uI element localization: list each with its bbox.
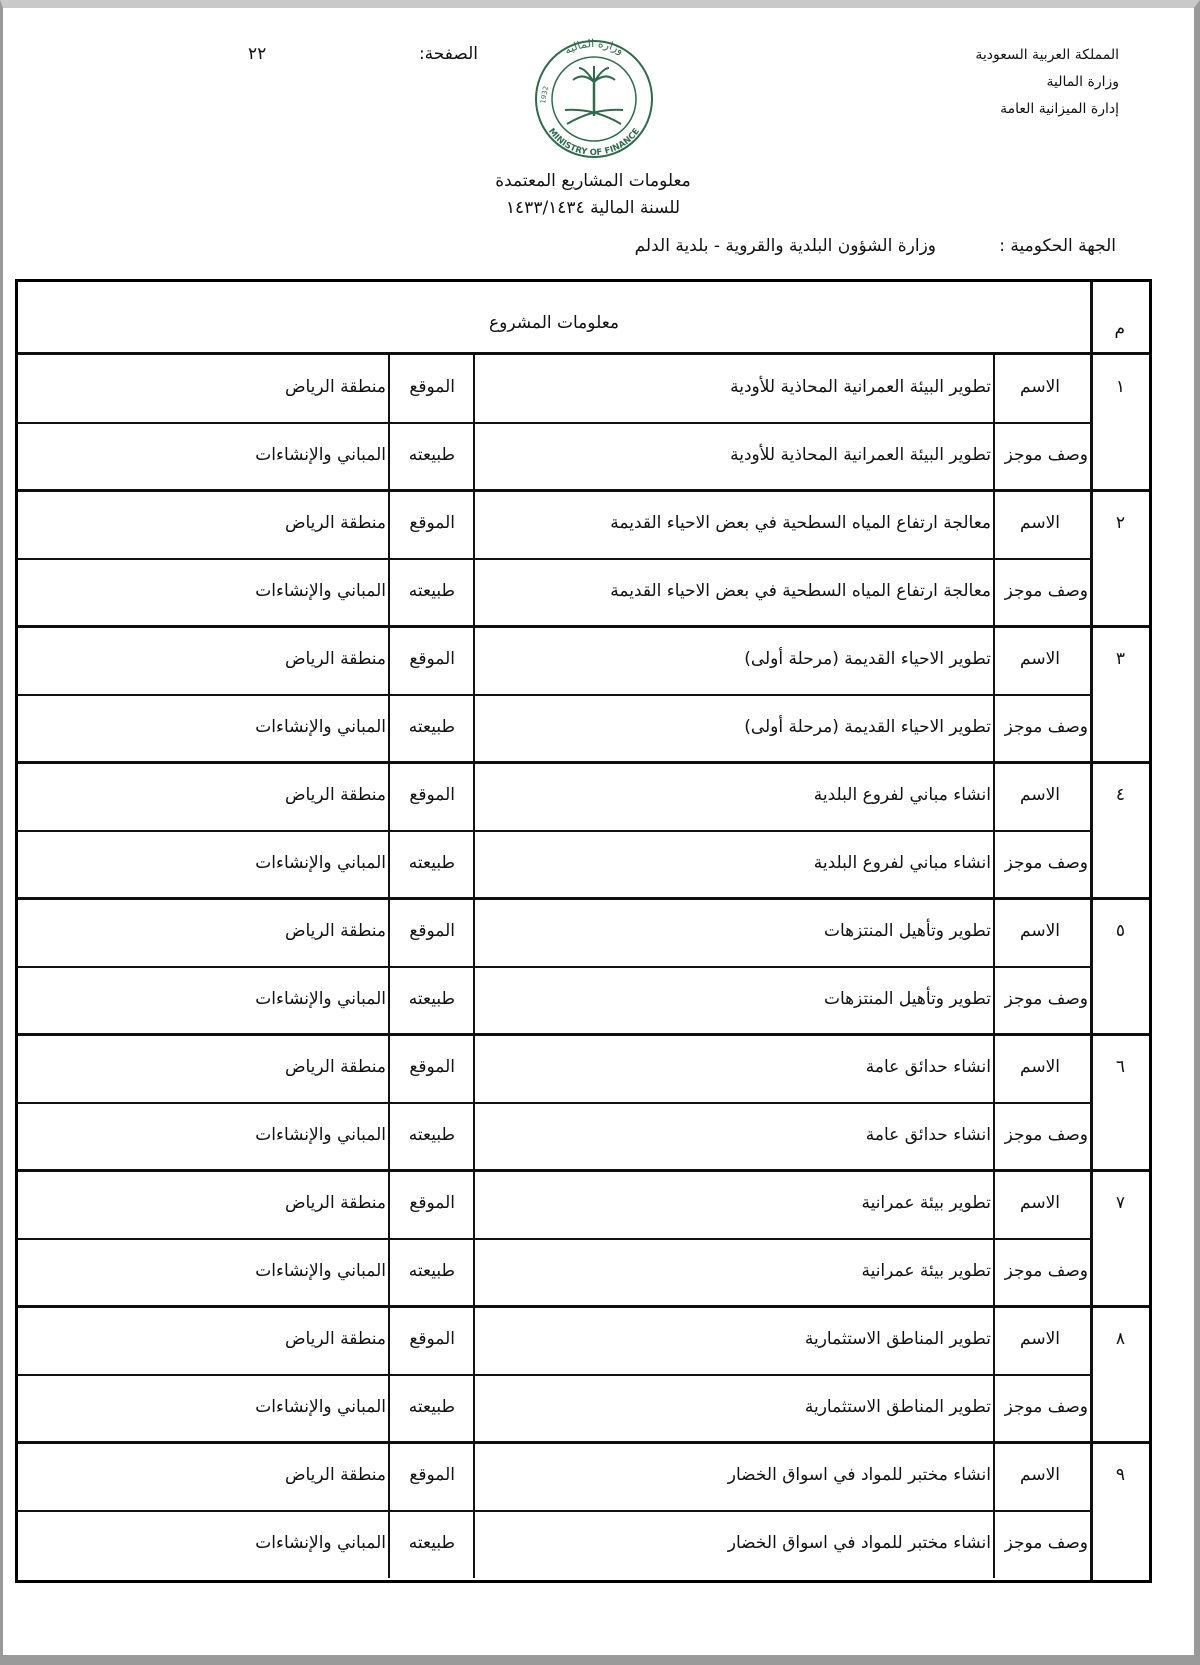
entity-label: الجهة الحكومية : <box>999 236 1116 256</box>
description-label: وصف موجز <box>1004 989 1088 1009</box>
org-header <box>975 42 1119 123</box>
project-number: ٤ <box>1115 785 1125 805</box>
project-name: تطوير المناطق الاستثمارية <box>804 1329 991 1349</box>
project-location: منطقة الرياض <box>284 513 386 533</box>
page-label: الصفحة: <box>418 44 478 64</box>
project-subrow-divider <box>18 1374 1090 1376</box>
project-location: منطقة الرياض <box>284 1465 386 1485</box>
project-description: تطوير البيئة العمرانية المحاذية للأودية <box>730 445 991 465</box>
location-label: الموقع <box>409 1057 455 1077</box>
project-row-divider <box>18 1441 1149 1444</box>
project-location: منطقة الرياض <box>284 649 386 669</box>
project-row-divider <box>18 1033 1149 1036</box>
org-line-department: إدارة الميزانية العامة <box>1000 101 1119 117</box>
project-subrow-divider <box>18 1238 1090 1240</box>
nature-label: طبيعته <box>408 581 455 601</box>
project-nature: المباني والإنشاءات <box>255 445 386 465</box>
name-label: الاسم <box>1020 785 1060 805</box>
project-subrow-divider <box>18 558 1090 560</box>
nature-label: طبيعته <box>408 445 455 465</box>
project-number: ٦ <box>1115 1057 1125 1077</box>
description-label: وصف موجز <box>1004 717 1088 737</box>
project-row-divider <box>18 897 1149 900</box>
location-label: الموقع <box>409 1465 455 1485</box>
location-label: الموقع <box>409 1329 455 1349</box>
description-label: وصف موجز <box>1004 853 1088 873</box>
page-number: ٢٢ <box>248 44 267 64</box>
column-header-number: م <box>1114 319 1125 339</box>
location-label: الموقع <box>409 513 455 533</box>
project-number: ٩ <box>1115 1465 1125 1485</box>
column-header-project-info: معلومات المشروع <box>488 313 620 333</box>
project-name: تطوير وتأهيل المنتزهات <box>824 921 991 941</box>
project-name: انشاء حدائق عامة <box>865 1057 991 1077</box>
name-label: الاسم <box>1020 649 1060 669</box>
org-line-ministry: وزارة المالية <box>1046 74 1119 90</box>
project-description: تطوير الاحياء القديمة (مرحلة أولى) <box>744 717 991 737</box>
project-location: منطقة الرياض <box>284 1193 386 1213</box>
description-label: وصف موجز <box>1004 445 1088 465</box>
location-label: الموقع <box>409 649 455 669</box>
project-row-divider <box>18 489 1149 492</box>
project-subrow-divider <box>18 1102 1090 1104</box>
project-nature: المباني والإنشاءات <box>255 1533 386 1553</box>
header-divider <box>18 352 1149 355</box>
location-label: الموقع <box>409 1193 455 1213</box>
nature-label: طبيعته <box>408 1261 455 1281</box>
project-nature: المباني والإنشاءات <box>255 989 386 1009</box>
project-subrow-divider <box>18 1510 1090 1512</box>
project-subrow-divider <box>18 694 1090 696</box>
name-label: الاسم <box>1020 1193 1060 1213</box>
name-label: الاسم <box>1020 1329 1060 1349</box>
project-name: تطوير الاحياء القديمة (مرحلة أولى) <box>744 649 991 669</box>
project-location: منطقة الرياض <box>284 377 386 397</box>
name-label: الاسم <box>1020 377 1060 397</box>
svg-text:MINISTRY OF FINANCE: MINISTRY OF FINANCE <box>546 126 642 159</box>
project-nature: المباني والإنشاءات <box>255 581 386 601</box>
project-nature: المباني والإنشاءات <box>255 717 386 737</box>
description-label: وصف موجز <box>1004 581 1088 601</box>
description-label: وصف موجز <box>1004 1261 1088 1281</box>
project-name: تطوير البيئة العمرانية المحاذية للأودية <box>730 377 991 397</box>
project-nature: المباني والإنشاءات <box>255 853 386 873</box>
project-subrow-divider <box>18 422 1090 424</box>
location-label: الموقع <box>409 377 455 397</box>
nature-label: طبيعته <box>408 1125 455 1145</box>
svg-text:1932: 1932 <box>539 85 551 105</box>
project-number: ٨ <box>1115 1329 1125 1349</box>
project-location: منطقة الرياض <box>284 785 386 805</box>
nature-label: طبيعته <box>408 989 455 1009</box>
project-number: ٧ <box>1115 1193 1125 1213</box>
project-location: منطقة الرياض <box>284 1057 386 1077</box>
project-name: انشاء مختبر للمواد في اسواق الخضار <box>727 1465 991 1485</box>
government-entity <box>635 236 1116 256</box>
project-description: تطوير بيئة عمرانية <box>861 1261 991 1281</box>
project-subrow-divider <box>18 830 1090 832</box>
project-nature: المباني والإنشاءات <box>255 1397 386 1417</box>
title-line-2: للسنة المالية ١٤٣٣/١٤٣٤ <box>505 198 681 218</box>
org-line-kingdom: المملكة العربية السعودية <box>975 47 1119 63</box>
name-label: الاسم <box>1020 921 1060 941</box>
nature-label: طبيعته <box>408 1397 455 1417</box>
ministry-seal-logo <box>525 38 663 160</box>
name-label: الاسم <box>1020 513 1060 533</box>
project-name: انشاء مباني لفروع البلدية <box>813 785 991 805</box>
location-label: الموقع <box>409 785 455 805</box>
project-row-divider <box>18 625 1149 628</box>
name-label: الاسم <box>1020 1057 1060 1077</box>
nature-label: طبيعته <box>408 1533 455 1553</box>
document-title <box>403 168 783 222</box>
description-label: وصف موجز <box>1004 1125 1088 1145</box>
name-label: الاسم <box>1020 1465 1060 1485</box>
project-nature: المباني والإنشاءات <box>255 1261 386 1281</box>
entity-value: وزارة الشؤون البلدية والقروية - بلدية الدلم <box>634 236 936 256</box>
project-location: منطقة الرياض <box>284 1329 386 1349</box>
project-description: انشاء حدائق عامة <box>865 1125 991 1145</box>
project-description: تطوير وتأهيل المنتزهات <box>824 989 991 1009</box>
svg-text:وزارة المالية: وزارة المالية <box>562 38 626 58</box>
description-label: وصف موجز <box>1004 1533 1088 1553</box>
project-location: منطقة الرياض <box>284 921 386 941</box>
project-description: معالجة ارتفاع المياه السطحية في بعض الاحياء القديمة <box>610 581 991 601</box>
project-number: ٢ <box>1115 513 1125 533</box>
number-column-divider <box>1090 282 1093 1580</box>
project-subrow-divider <box>18 966 1090 968</box>
location-label: الموقع <box>409 921 455 941</box>
project-row-divider <box>18 1305 1149 1308</box>
project-nature: المباني والإنشاءات <box>255 1125 386 1145</box>
nature-label: طبيعته <box>408 853 455 873</box>
project-name: تطوير بيئة عمرانية <box>861 1193 991 1213</box>
project-description: انشاء مختبر للمواد في اسواق الخضار <box>727 1533 991 1553</box>
project-description: تطوير المناطق الاستثمارية <box>804 1397 991 1417</box>
nature-label: طبيعته <box>408 717 455 737</box>
project-description: انشاء مباني لفروع البلدية <box>813 853 991 873</box>
project-number: ٥ <box>1115 921 1125 941</box>
projects-table <box>15 279 1152 1583</box>
title-line-1: معلومات المشاريع المعتمدة <box>495 171 691 191</box>
project-number: ٣ <box>1115 649 1125 669</box>
project-name: معالجة ارتفاع المياه السطحية في بعض الاحياء القديمة <box>610 513 991 533</box>
project-row-divider <box>18 761 1149 764</box>
project-row-divider <box>18 1169 1149 1172</box>
project-number: ١ <box>1115 377 1125 397</box>
description-label: وصف موجز <box>1004 1397 1088 1417</box>
